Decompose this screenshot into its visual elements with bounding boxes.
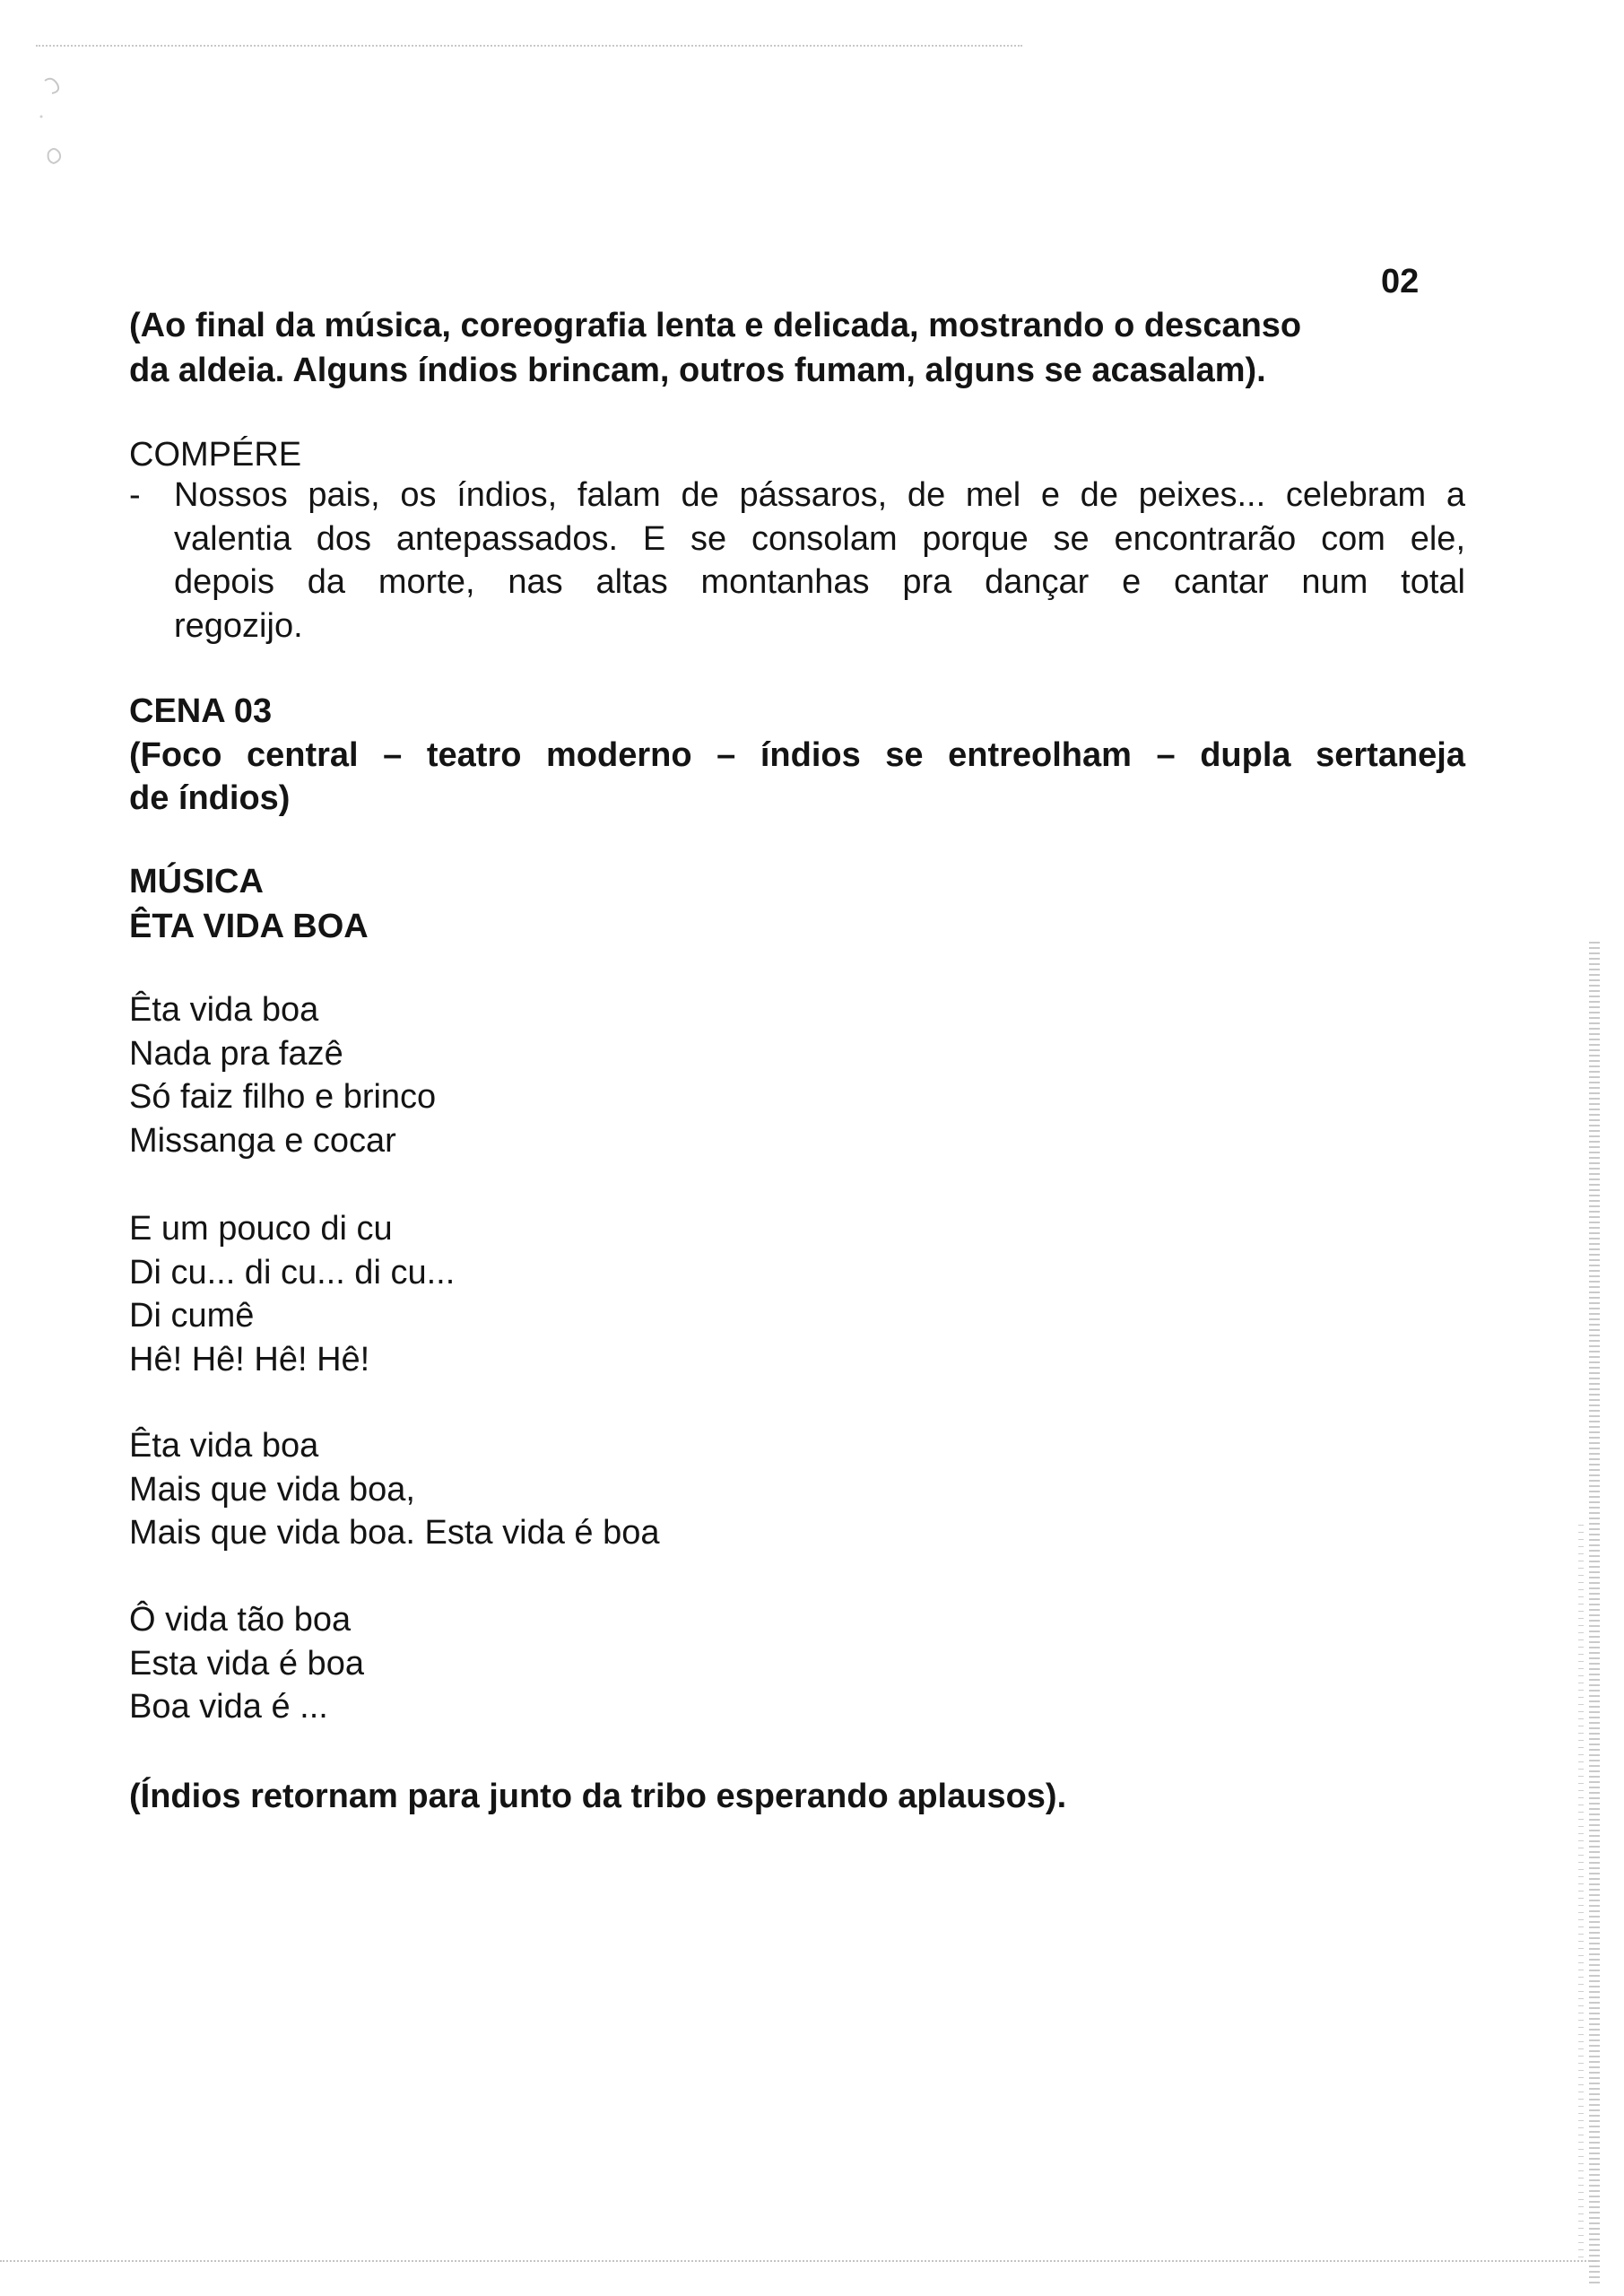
closing-stage-direction: (Índios retornam para junto da tribo esperando aplausos). [129,1778,1067,1815]
lyric-line: E um pouco di cu [129,1210,393,1248]
lyrics-verse [129,1598,364,1729]
scan-artifact-right-edge-inner [1578,1525,1584,2260]
lyric-line: Missanga e cocar [129,1121,396,1160]
lyric-line: Nada pra fazê [129,1034,343,1073]
scene-stage-direction [129,734,1474,820]
music-heading [129,859,1474,949]
lyric-line: Ô vida tão boa [129,1601,352,1639]
scene-title: CENA 03 [129,692,273,730]
speaker-name: COMPÉRE [129,436,302,474]
song-title: ÊTA VIDA BOA [129,908,369,945]
intro-line: (Ao final da música, coreografia lenta e delicada, mostrando o descanso [129,307,1302,344]
lyrics-verse [129,988,436,1162]
lyric-line: Esta vida é boa [129,1644,364,1683]
lyric-line: Êta vida boa [129,991,319,1029]
lyric-line: Hê! Hê! Hê! Hê! [129,1340,370,1378]
lyric-line: Mais que vida boa. Esta vida é boa [129,1514,660,1552]
lyric-line: Só faiz filho e brinco [129,1078,437,1116]
lyric-line: Di cu... di cu... di cu... [129,1253,456,1292]
scan-artifact-bottom [0,2260,1596,2262]
speech-dash: - [129,476,141,514]
stage-direction-intro [129,303,1474,393]
lyric-line: Boa vida é ... [129,1688,328,1726]
lyric-line: Êta vida boa [129,1427,319,1465]
speech-line: Nossos pais, os índios, falam de pássaros, de mel e de peixes... celebram a [174,476,1465,514]
speech-text [174,474,1465,648]
scan-artifact-corner [36,63,72,188]
speech-line: valentia dos antepassados. E se consolam porque se encontrarão com ele, [174,519,1465,558]
scene-note-line: de índios) [129,779,291,817]
lyrics-verse [129,1424,660,1555]
speech-line: depois da morte, nas altas montanhas pra dançar e cantar num total [174,563,1465,601]
lyric-line: Mais que vida boa, [129,1470,415,1509]
lyrics-verse [129,1207,455,1381]
scan-artifact-right-edge [1589,942,1600,2287]
intro-line: da aldeia. Alguns índios brincam, outros fumam, alguns se acasalam). [129,352,1266,389]
lyric-line: Di cumê [129,1297,255,1335]
scene-note-line: (Foco central – teatro moderno – índios se entreolham – dupla sertaneja [129,736,1465,774]
speech-line: regozijo. [174,606,303,645]
music-label: MÚSICA [129,863,264,900]
page-number: 02 [1381,263,1420,300]
scan-artifact-top [36,45,1022,47]
